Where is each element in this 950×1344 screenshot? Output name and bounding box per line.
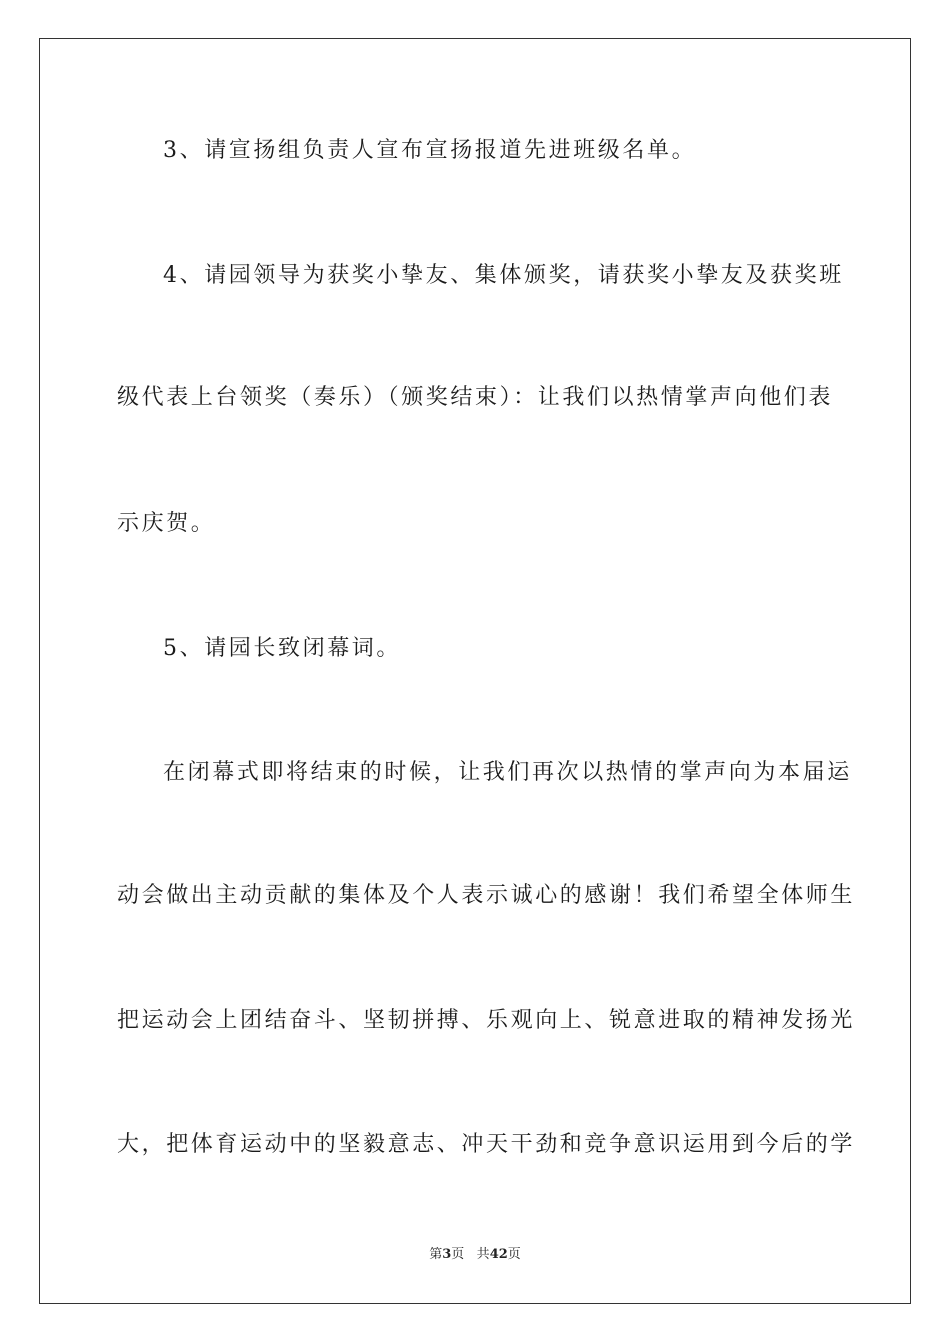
footer-total-prefix: 共 bbox=[476, 1247, 490, 1262]
paragraph-line-4: 示庆贺。 bbox=[117, 511, 216, 536]
page-border bbox=[39, 38, 911, 1304]
footer-page-suffix: 页 bbox=[451, 1247, 465, 1262]
paragraph-line-7: 动会做出主动贡献的集体及个人表示诚心的感谢！我们希望全体师生 bbox=[117, 883, 856, 908]
footer-total-pages: 42 bbox=[489, 1247, 508, 1262]
footer-page-number: 3 bbox=[442, 1247, 452, 1262]
page-footer bbox=[0, 1246, 950, 1264]
paragraph-line-3: 级代表上台领奖（奏乐）（颁奖结束）：让我们以热情掌声向他们表 bbox=[117, 385, 834, 410]
paragraph-line-8: 把运动会上团结奋斗、坚韧拼搏、乐观向上、锐意进取的精神发扬光 bbox=[117, 1008, 856, 1033]
footer-total-suffix: 页 bbox=[507, 1247, 521, 1262]
paragraph-line-2: 4、请园领导为获奖小挚友、集体颁奖，请获奖小挚友及获奖班 bbox=[163, 263, 844, 288]
footer-page-prefix: 第 bbox=[429, 1247, 443, 1262]
paragraph-line-5: 5、请园长致闭幕词。 bbox=[163, 636, 401, 661]
paragraph-line-1: 3、请宣扬组负责人宣布宣扬报道先进班级名单。 bbox=[163, 138, 697, 163]
paragraph-line-6: 在闭幕式即将结束的时候，让我们再次以热情的掌声向为本届运 bbox=[163, 760, 852, 785]
paragraph-line-9: 大，把体育运动中的坚毅意志、冲天干劲和竞争意识运用到今后的学 bbox=[117, 1132, 856, 1157]
